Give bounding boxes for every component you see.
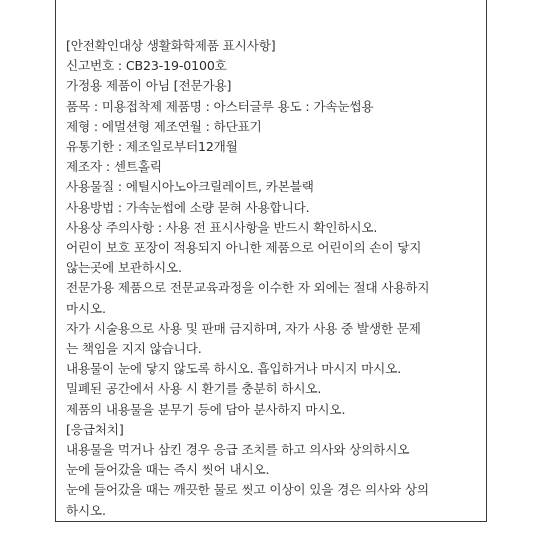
- child-safety-line-2: 않는곳에 보관하시오.: [66, 260, 182, 276]
- professional-only-line-2: 마시오.: [66, 300, 106, 316]
- caution-line: 사용상 주의사항 : 사용 전 표시사항을 반드시 확인하시오.: [66, 219, 378, 235]
- first-aid-eye-2-line-1: 눈에 들어갔을 때는 깨끗한 물로 씻고 이상이 있을 경은 의사와 상의: [66, 482, 429, 498]
- manufacturer: 제조자 : 센트홀릭: [66, 159, 162, 175]
- ingredients: 사용물질 : 에틸시아노아크릴레이트, 카본블랙: [66, 179, 314, 195]
- first-aid-eye-2-line-2: 하시오.: [66, 502, 106, 518]
- section-heading-first-aid: [응급처치]: [66, 421, 124, 437]
- child-safety-line-1: 어린이 보호 포장이 적용되지 아니한 제품으로 어린이의 손이 닿지: [66, 240, 422, 256]
- report-number: 신고번호 : CB23-19-0100호: [66, 58, 227, 74]
- self-use-ban-line-2: 는 책임을 지지 않습니다.: [66, 341, 202, 357]
- eye-contact-warning: 내용물이 눈에 닿지 않도록 하시오. 흡입하거나 마시지 마시오.: [66, 361, 402, 377]
- first-aid-ingestion: 내용물을 먹거나 삼킨 경우 응급 조치를 하고 의사와 상의하시오: [66, 442, 410, 458]
- label-text-block: [66, 36, 481, 521]
- expiration-info: 유통기한 : 제조일로부터12개월: [66, 139, 238, 155]
- item-product-usage: 품목 : 미용접착제 제품명 : 아스터글루 용도 : 가속눈썹용: [66, 98, 374, 114]
- formulation-manufacture-date: 제형 : 에멀션형 제조연월 : 하단표기: [66, 118, 262, 134]
- professional-use-notice: 가정용 제품이 아님 [전문가용]: [66, 78, 232, 94]
- professional-only-line-1: 전문가용 제품으로 전문교육과정을 이수한 자 외에는 절대 사용하지: [66, 280, 430, 296]
- section-heading-safety: [안전확인대상 생활화학제품 표시사항]: [66, 38, 276, 53]
- first-aid-eye-1: 눈에 들어갔을 때는 즉시 씻어 내시오.: [66, 462, 270, 478]
- spray-warning: 제품의 내용물을 분무기 등에 담아 분사하지 마시오.: [66, 401, 346, 417]
- ventilation-warning: 밀폐된 공간에서 사용 시 환기를 충분히 하시오.: [66, 381, 322, 397]
- self-use-ban-line-1: 자가 시술용으로 사용 및 판매 금지하며, 자가 사용 중 발생한 문제: [66, 320, 421, 336]
- usage-directions: 사용방법 : 가속눈썹에 소량 묻혀 사용합니다.: [66, 199, 310, 215]
